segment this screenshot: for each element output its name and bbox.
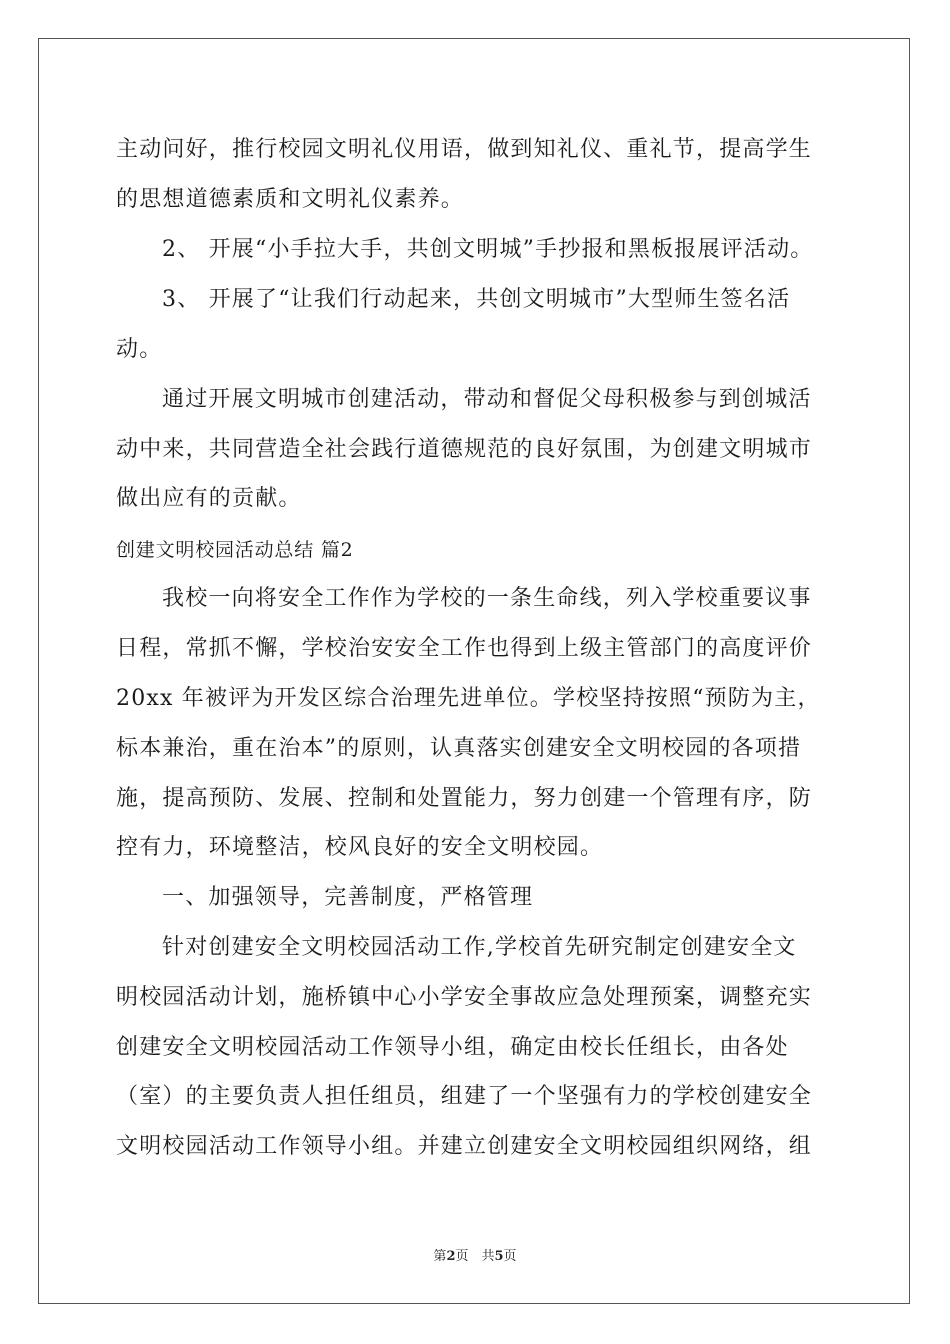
page-footer [0,1248,950,1266]
paragraph-line: 20xx 年被评为开发区综合治理先进单位。学校坚持按照“预防为主， [116,686,821,711]
list-item-2: 2、 开展“小手拉大手，共创文明城”手抄报和黑板报展评活动。 [162,237,814,262]
paragraph-line: 控有力，环境整洁，校风良好的安全文明校园。 [116,835,604,860]
footer-mid: 页 共 [455,1249,495,1264]
paragraph-line: 的思想道德素质和文明礼仪素养。 [116,187,465,212]
paragraph-line: 动。 [116,337,163,362]
total-page-number: 5 [494,1249,504,1264]
list-item-3: 3、 开展了“让我们行动起来，共创文明城市”大型师生签名活 [162,287,791,312]
section-title: 创建文明校园活动总结 篇2 [116,539,354,561]
paragraph-line: 创建安全文明校园活动工作领导小组，确定由校长任组长，由各处 [116,1035,789,1060]
paragraph-line: 施，提高预防、发展、控制和处置能力，努力创建一个管理有序，防 [116,786,813,811]
footer-prefix: 第 [433,1249,447,1264]
paragraph-line: 日程，常抓不懈，学校治安安全工作也得到上级主管部门的高度评价 [116,636,813,661]
paragraph-line: 明校园活动计划，施桥镇中心小学安全事故应急处理预案，调整充实 [116,985,813,1010]
paragraph-line: 做出应有的贡献。 [116,486,302,511]
paragraph-line: 主动问好，推行校园文明礼仪用语，做到知礼仪、重礼节，提高学生 [116,137,813,162]
subsection-heading: 一、加强领导，完善制度，严格管理 [162,885,534,910]
paragraph-line: 标本兼治，重在治本”的原则，认真落实创建安全文明校园的各项措 [116,736,802,761]
page-border [38,38,910,1304]
paragraph-line: 通过开展文明城市创建活动，带动和督促父母积极参与到创城活 [162,387,812,412]
paragraph-line: 文明校园活动工作领导小组。并建立创建安全文明校园组织网络，组 [116,1134,813,1159]
paragraph-line: 我校一向将安全工作作为学校的一条生命线，列入学校重要议事 [162,586,812,611]
paragraph-line: （室）的主要负责人担任组员，组建了一个坚强有力的学校创建安全 [116,1084,813,1109]
current-page-number: 2 [446,1249,456,1264]
footer-suffix: 页 [503,1249,517,1264]
paragraph-line: 针对创建安全文明校园活动工作,学校首先研究制定创建安全文 [162,935,797,960]
paragraph-line: 动中来，共同营造全社会践行道德规范的良好氛围，为创建文明城市 [116,437,813,462]
